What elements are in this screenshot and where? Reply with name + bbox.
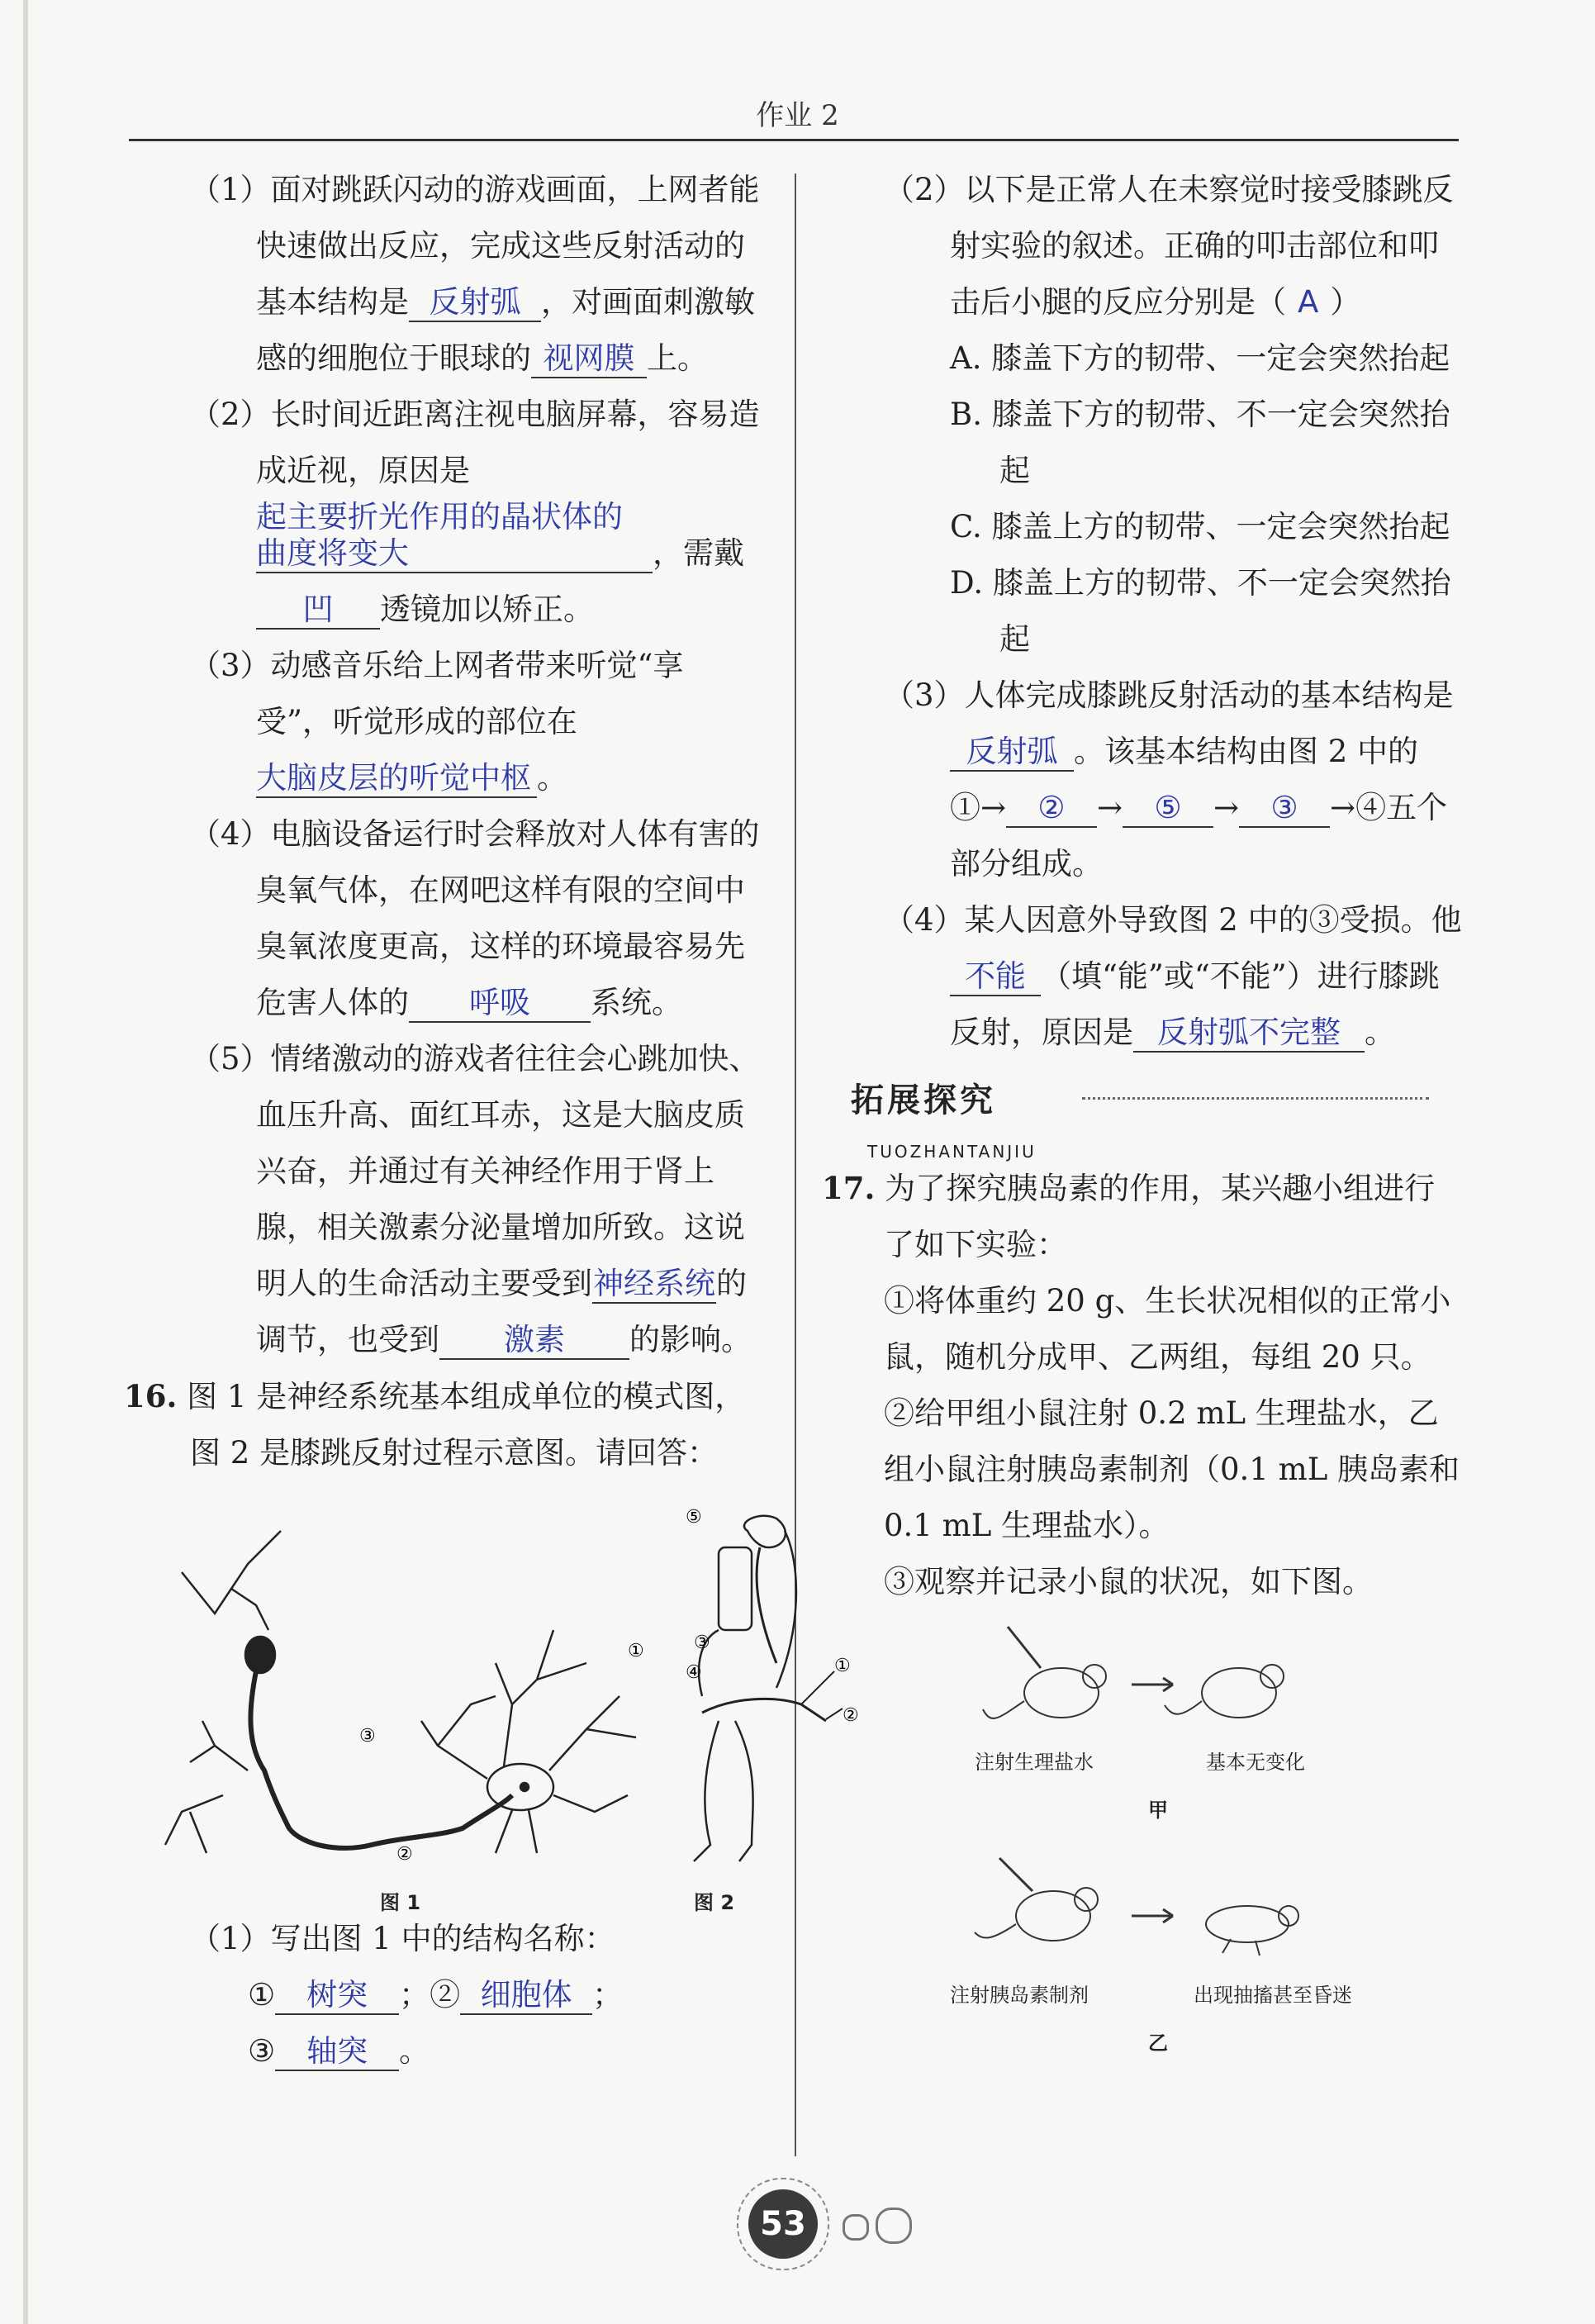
answer-blank: ⑤ xyxy=(1123,790,1213,828)
option-key: D. xyxy=(950,565,984,601)
fig1-label-2: ② xyxy=(396,1844,413,1865)
answer-blank: 神经系统 xyxy=(592,1266,716,1304)
sub-label: （1） xyxy=(190,172,271,207)
sub-label: （4） xyxy=(884,902,965,938)
page-number: 53 xyxy=(748,2189,818,2259)
question-text: 系统。 xyxy=(591,985,682,1020)
answer-blank: 视网膜 xyxy=(531,340,647,378)
arrow: → xyxy=(1097,790,1123,825)
sub-label: （4） xyxy=(190,816,271,852)
yi-left-caption: 注射胰岛素制剂 xyxy=(950,1984,1089,2007)
question-text: 图 1 是神经系统基本组成单位的模式图，图 2 是膝跳反射过程示意图。请回答： xyxy=(187,1379,746,1471)
banner-pinyin: TUOZHANTANJIU xyxy=(867,1142,1037,1162)
question-text: 透镜加以矫正。 xyxy=(380,592,594,627)
neuron-diagram xyxy=(124,1498,859,1894)
question-text: 某人因意外导致图 2 中的③受损。他 xyxy=(964,902,1462,938)
answer-blank: ③ xyxy=(1239,790,1330,828)
answer-blank: 树突 xyxy=(275,1977,399,2015)
question-text: ，需戴 xyxy=(653,535,744,571)
question-text: 长时间近距离注视电脑屏幕，容易造成近视，原因是 xyxy=(256,397,760,488)
step-3: ③观察并记录小鼠的状况，如下图。 xyxy=(884,1564,1373,1599)
option-text: 膝盖下方的韧带、不一定会突然抬起 xyxy=(991,397,1450,488)
fig1-label-3: ③ xyxy=(359,1726,376,1747)
banner-dotted-line xyxy=(1082,1097,1429,1100)
question-text: 。 xyxy=(537,760,567,796)
question-text: 的影响。 xyxy=(629,1322,752,1357)
option-text: 膝盖上方的韧带、不一定会突然抬起 xyxy=(992,565,1451,657)
answer-blank: 轴突 xyxy=(275,2033,399,2071)
banner-title: 拓展探究 xyxy=(851,1081,996,1119)
separator: ； xyxy=(592,1977,624,2013)
answer-choice: A xyxy=(1298,284,1319,320)
yi-right-caption: 出现抽搐甚至昏迷 xyxy=(1194,1984,1352,2007)
sub-label: （2） xyxy=(884,172,965,207)
answer-blank: 不能 xyxy=(950,958,1041,996)
sub-label: （2） xyxy=(190,397,271,432)
column-divider xyxy=(795,173,796,2156)
right-column xyxy=(822,162,1462,2055)
question-15-3 xyxy=(190,638,760,806)
step-1: ①将体重约 20 g、生长状况相似的正常小鼠，随机分成甲、乙两组，每组 20 只。 xyxy=(884,1283,1451,1375)
option-text: 膝盖下方的韧带、一定会突然抬起 xyxy=(991,340,1450,376)
option-text: 膝盖上方的韧带、一定会突然抬起 xyxy=(991,509,1450,544)
question-text: 动感音乐给上网者带来听觉“享受”，听觉形成的部位在 xyxy=(256,648,684,739)
answer-blank: 呼吸 xyxy=(409,985,591,1023)
fig2-label-1: ① xyxy=(834,1656,851,1676)
header-rule xyxy=(129,139,1459,141)
marker: ① xyxy=(248,1977,276,2013)
question-17 xyxy=(822,1160,1462,1273)
answer-blank: 大脑皮层的听觉中枢 xyxy=(256,760,537,798)
decor-circle-large xyxy=(876,2208,912,2244)
answer-blank: 反射弧 xyxy=(950,734,1074,772)
question-text: 电脑设备运行时会释放对人体有害的臭氧气体，在网吧这样有限的空间中臭氧浓度更高，这样的环境最容易先危害人体的 xyxy=(256,816,760,1020)
sub-label: （3） xyxy=(190,648,271,683)
jia-right-caption: 基本无变化 xyxy=(1206,1751,1305,1774)
question-16 xyxy=(124,1368,760,1481)
question-text: ） xyxy=(1330,284,1361,320)
sub-label: （3） xyxy=(884,677,965,713)
answer-blank: ② xyxy=(1006,790,1097,828)
page-header-title: 作业 2 xyxy=(756,99,839,132)
question-16-1-answers xyxy=(190,1967,760,2079)
marker: ③ xyxy=(248,2033,276,2069)
fig1-label-1: ① xyxy=(628,1641,644,1661)
page-binding-edge xyxy=(23,0,28,2324)
answer-blank: 凹 xyxy=(256,592,380,630)
group-yi-label: 乙 xyxy=(1148,2032,1168,2055)
option-a xyxy=(950,330,1462,387)
separator: ； xyxy=(399,1977,430,2013)
question-15-1 xyxy=(190,162,760,387)
arrow: → xyxy=(1213,790,1240,825)
question-text: 的调节，也受到 xyxy=(256,1266,747,1357)
group-jia-label: 甲 xyxy=(1148,1799,1168,1822)
fig2-label-4: ④ xyxy=(686,1662,702,1683)
step-2: ②给甲组小鼠注射 0.2 mL 生理盐水，乙组小鼠注射胰岛素制剂（0.1 mL 胰岛素和 0.1 mL 生理盐水）。 xyxy=(884,1395,1460,1543)
question-16-4 xyxy=(884,892,1462,1061)
section-banner xyxy=(834,1064,1462,1162)
jia-left-caption: 注射生理盐水 xyxy=(975,1751,1094,1774)
fig2-label-2: ② xyxy=(843,1705,859,1726)
question-16-1 xyxy=(190,1911,760,1967)
figure-area xyxy=(124,1481,859,1914)
question-text: 情绪激动的游戏者往往会心跳加快、血压升高、面红耳赤，这是大脑皮质兴奋，并通过有关神经作用于肾上腺，相关激素分泌量增加所致。这说明人的生命活动主要受到 xyxy=(256,1041,760,1301)
figure-2-caption: 图 2 xyxy=(694,1891,735,1914)
question-number: 16. xyxy=(124,1378,178,1414)
question-text: 。 xyxy=(1365,1015,1395,1050)
option-c xyxy=(950,499,1462,555)
question-text: 面对跳跃闪动的游戏画面，上网者能快速做出反应，完成这些反射活动的基本结构是 xyxy=(256,172,760,320)
question-number: 17. xyxy=(822,1170,876,1206)
question-text: 写出图 1 中的结构名称： xyxy=(270,1921,615,1956)
question-15-4 xyxy=(190,806,760,1031)
question-text: 上。 xyxy=(647,340,708,376)
answer-blank: 反射弧不完整 xyxy=(1133,1015,1365,1053)
option-key: A. xyxy=(950,340,982,376)
question-text: 人体完成膝跳反射活动的基本结构是 xyxy=(964,677,1454,713)
question-text: （填“能”或“不能”）进行膝跳反射，原因是 xyxy=(950,958,1440,1050)
question-text: 。该基本结构由图 2 中的①→ xyxy=(950,734,1419,825)
option-key: B. xyxy=(950,397,982,432)
question-15-2 xyxy=(190,387,760,638)
option-b xyxy=(950,387,1462,499)
answer-blank: 细胞体 xyxy=(460,1977,592,2015)
answer-blank: 反射弧 xyxy=(409,284,541,322)
fig2-label-3: ③ xyxy=(694,1633,710,1653)
mouse-experiment-figure xyxy=(884,1610,1462,2055)
answer-blank: 激素 xyxy=(439,1322,629,1360)
separator: 。 xyxy=(399,2033,430,2069)
question-text: 为了探究胰岛素的作用，某兴趣小组进行了如下实验： xyxy=(884,1171,1436,1262)
question-text: ④五个部分组成。 xyxy=(950,790,1448,882)
question-15-5 xyxy=(190,1031,760,1368)
options-list xyxy=(884,330,1462,668)
option-d xyxy=(950,555,1462,668)
question-16-2 xyxy=(884,162,1462,330)
figure-1-caption: 图 1 xyxy=(380,1891,421,1914)
sub-label: （5） xyxy=(190,1041,271,1076)
answer-blank: 起主要折光作用的晶状体的曲度将变大 xyxy=(256,499,653,573)
option-key: C. xyxy=(950,509,982,544)
sub-label: （1） xyxy=(190,1921,271,1956)
fig2-label-5: ⑤ xyxy=(686,1507,702,1528)
question-text: ，对画面刺激敏感的细胞位于眼球的 xyxy=(256,284,755,376)
marker: ② xyxy=(430,1977,461,2013)
decor-circle-small xyxy=(843,2214,869,2241)
arrow: → xyxy=(1330,790,1356,825)
question-16-3 xyxy=(884,668,1462,892)
question-text: 以下是正常人在未察觉时接受膝跳反射实验的叙述。正确的叩击部位和叩击后小腿的反应分别是（ xyxy=(950,172,1454,320)
